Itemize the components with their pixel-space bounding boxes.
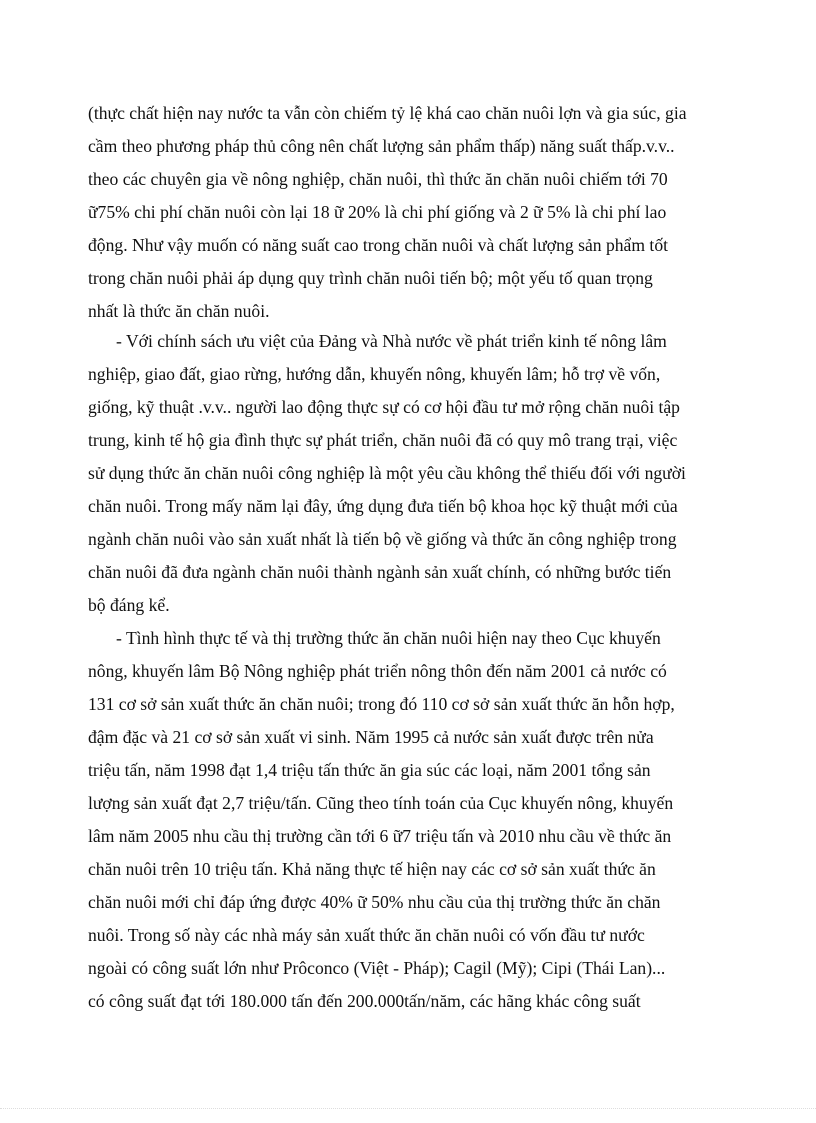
paragraph-feed-cost	[88, 97, 728, 328]
text-line: ngành chăn nuôi vào sản xuất nhất là tiến bộ về giống và thức ăn công nghiệp trong	[88, 529, 677, 549]
text-line: giống, kỹ thuật .v.v.. người lao động thực sự có cơ hội đầu tư mở rộng chăn nuôi tập	[88, 397, 680, 417]
text-line: ữ75% chi phí chăn nuôi còn lại 18 ữ 20% là chi phí giống và 2 ữ 5% là chi phí lao	[88, 202, 667, 222]
text-line: nhất là thức ăn chăn nuôi.	[88, 301, 270, 321]
paragraph-market-situation	[88, 622, 728, 1018]
text-line: động. Như vậy muốn có năng suất cao trong chăn nuôi và chất lượng sản phẩm tốt	[88, 235, 669, 255]
text-line: chăn nuôi trên 10 triệu tấn. Khả năng thực tế hiện nay các cơ sở sản xuất thức ăn	[88, 859, 656, 879]
text-line: lượng sản xuất đạt 2,7 triệu/tấn. Cũng theo tính toán của Cục khuyến nông, khuyến	[88, 793, 674, 813]
text-line: nghiệp, giao đất, giao rừng, hướng dẫn, khuyến nông, khuyến lâm; hỗ trợ về vốn,	[88, 364, 661, 384]
text-line: có công suất đạt tới 180.000 tấn đến 200.000tấn/năm, các hãng khác công suất	[88, 991, 641, 1011]
text-line: nuôi. Trong số này các nhà máy sản xuất thức ăn chăn nuôi có vốn đầu tư nước	[88, 925, 645, 945]
text-line: - Tình hình thực tế và thị trường thức ăn chăn nuôi hiện nay theo Cục khuyến	[116, 628, 661, 648]
text-line: chăn nuôi đã đưa ngành chăn nuôi thành ngành sản xuất chính, có những bước tiến	[88, 562, 672, 582]
text-line: theo các chuyên gia về nông nghiệp, chăn nuôi, thì thức ăn chăn nuôi chiếm tới 70	[88, 169, 668, 189]
text-line: cầm theo phương pháp thủ công nên chất lượng sản phẩm thấp) năng suất thấp.v.v..	[88, 136, 675, 156]
text-line: chăn nuôi mới chỉ đáp ứng được 40% ữ 50% nhu cầu của thị trường thức ăn chăn	[88, 892, 661, 912]
text-line: bộ đáng kể.	[88, 595, 170, 615]
text-line: triệu tấn, năm 1998 đạt 1,4 triệu tấn thức ăn gia súc các loại, năm 2001 tổng sản	[88, 760, 651, 780]
text-line: trong chăn nuôi phải áp dụng quy trình chăn nuôi tiến bộ; một yếu tố quan trọng	[88, 268, 653, 288]
paragraph-policy	[88, 325, 728, 622]
text-line: 131 cơ sở sản xuất thức ăn chăn nuôi; trong đó 110 cơ sở sản xuất thức ăn hỗn hợp,	[88, 694, 675, 714]
page-bottom-divider	[0, 1108, 816, 1109]
text-line: (thực chất hiện nay nước ta vẫn còn chiếm tỷ lệ khá cao chăn nuôi lợn và gia súc, gia	[88, 103, 687, 123]
text-line: trung, kinh tế hộ gia đình thực sự phát triển, chăn nuôi đã có quy mô trang trại, việc	[88, 430, 678, 450]
text-line: lâm năm 2005 nhu cầu thị trường cần tới 6 ữ7 triệu tấn và 2010 nhu cầu về thức ăn	[88, 826, 672, 846]
text-line: sử dụng thức ăn chăn nuôi công nghiệp là một yêu cầu không thể thiếu đối với người	[88, 463, 686, 483]
text-line: đậm đặc và 21 cơ sở sản xuất vi sinh. Năm 1995 cả nước sản xuất được trên nửa	[88, 727, 654, 747]
text-line: chăn nuôi. Trong mấy năm lại đây, ứng dụng đưa tiến bộ khoa học kỹ thuật mới của	[88, 496, 678, 516]
text-line: nông, khuyến lâm Bộ Nông nghiệp phát triển nông thôn đến năm 2001 cả nước có	[88, 661, 667, 681]
text-line: ngoài có công suất lớn như Prôconco (Việt - Pháp); Cagil (Mỹ); Cipi (Thái Lan)...	[88, 958, 666, 978]
text-line: - Với chính sách ưu việt của Đảng và Nhà nước về phát triển kinh tế nông lâm	[116, 331, 667, 351]
